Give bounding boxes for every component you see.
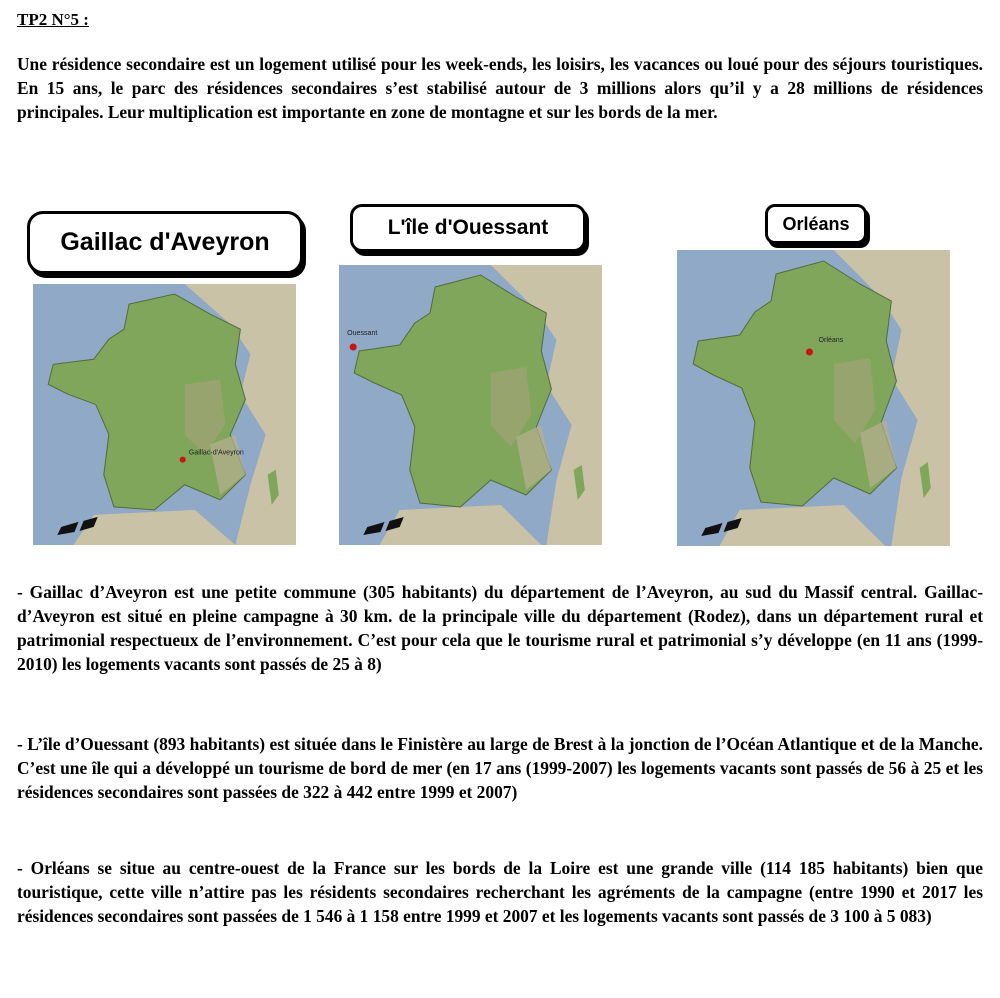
map-ouessant	[339, 265, 602, 545]
paragraph-ouessant: - L’île d’Ouessant (893 habitants) est située dans le Finistère au large de Brest à la jonction de l’Océan Atlantique et de la Manche. C’est une île qui a développé un tourisme de bord de mer (en 17 ans (1999-2007) les logements vacants sont passés de 56 à 25 et les résidences secondaires sont passées de 322 à 442 entre 1999 et 2007)	[17, 734, 983, 802]
marker-label: Orléans	[818, 337, 844, 344]
heading-orleans: Orléans	[765, 204, 867, 244]
heading-gaillac: Gaillac d'Aveyron	[27, 211, 303, 274]
map-gaillac	[33, 284, 296, 545]
paragraph-orleans: - Orléans se situe au centre-ouest de la France sur les bords de la Loire est une grande ville (114 185 habitants) bien que touristique, cette ville n’attire pas les résidents secondaires recherchant les agréments de la campagne (entre 1990 et 2017 les résidences secondaires sont passées de 1 546 à 1 158 entre 1999 et 2007 et les logements vacants sont passés de 3 100 à 5 083)	[17, 858, 983, 926]
map-orleans	[677, 250, 950, 546]
marker-label: Ouessant	[347, 330, 378, 337]
intro-paragraph: Une résidence secondaire est un logement utilisé pour les week-ends, les loisirs, les vacances ou loué pour des séjours touristiques. En 15 ans, le parc des résidences secondaires s’est stabilisé autour de 3 millions alors qu’il y a 28 millions de résidences principales. Leur multiplication est importante en zone de montagne et sur les bords de la mer.	[17, 54, 983, 122]
paragraph-gaillac: - Gaillac d’Aveyron est une petite commune (305 habitants) du département de l’Aveyron, au sud du Massif central. Gaillac-d’Aveyron est situé en pleine campagne à 30 km. de la principale ville du département (Rodez), dans un département rural et patrimonial respectueux de l’environnement. C’est pour cela que le tourisme rural et patrimonial s’y développe (en 11 ans (1999-2010) les logements vacants sont passés de 25 à 8)	[17, 582, 983, 674]
document-title: TP2 N°5 :	[17, 10, 89, 29]
heading-ouessant: L'île d'Ouessant	[350, 204, 586, 252]
marker-label: Gaillac-d'Aveyron	[188, 449, 244, 457]
